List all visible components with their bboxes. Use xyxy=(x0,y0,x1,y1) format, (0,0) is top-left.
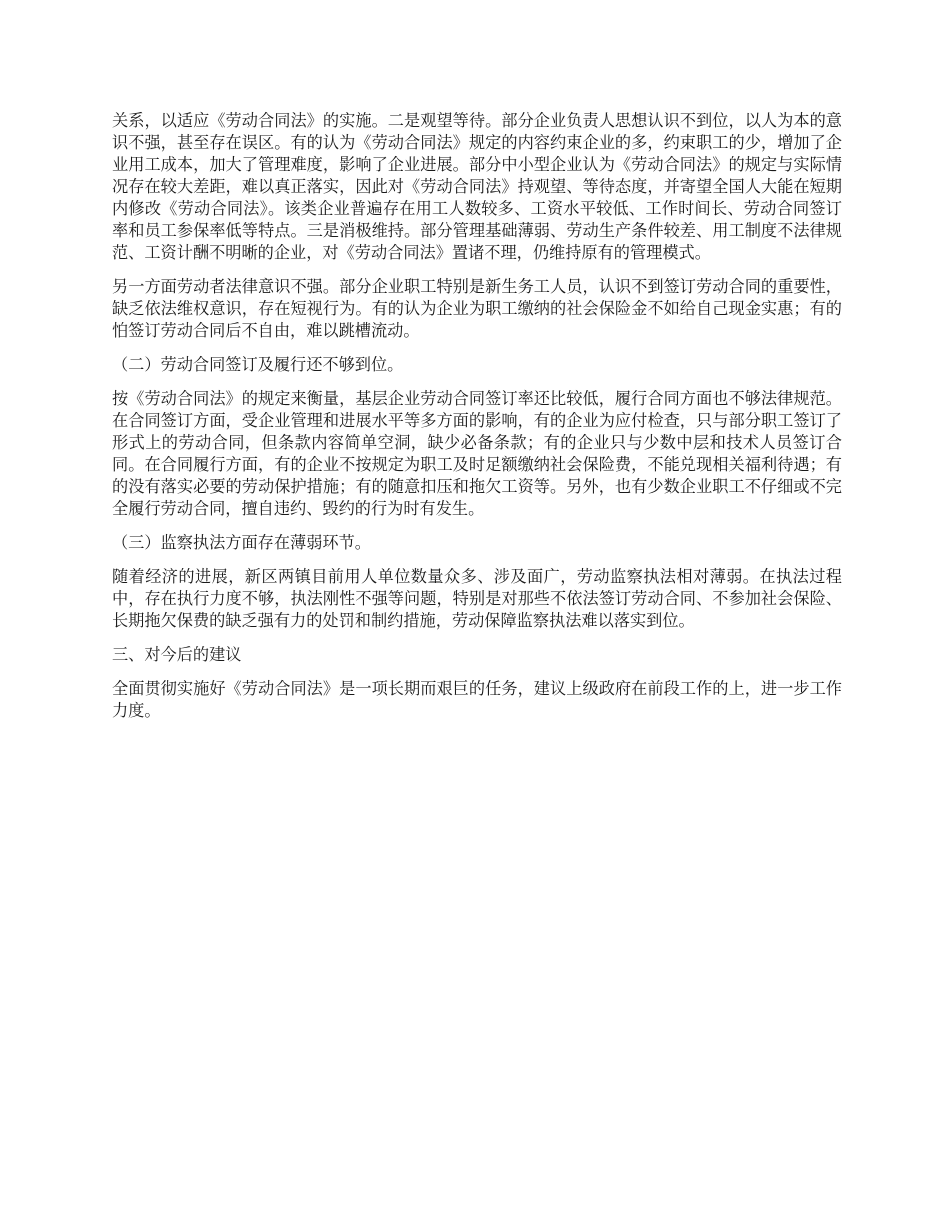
body-paragraph: 按《劳动合同法》的规定来衡量，基层企业劳动合同签订率还比较低，履行合同方面也不够法律规范。在合同签订方面，受企业管理和进展水平等多方面的影响，有的企业为应付检查，只与部分职工签订了形式上的劳动合同，但条款内容简单空洞，缺少必备条款；有的企业只与少数中层和技术人员签订合同。在合同履行方面，有的企业不按规定为职工及时足额缴纳社会保险费，不能兑现相关福利待遇；有的没有落实必要的劳动保护措施；有的随意扣压和拖欠工资等。另外，也有少数企业职工不仔细或不完全履行劳动合同，擅自违约、毁约的行为时有发生。 xyxy=(112,389,842,518)
section-heading: 三、对今后的建议 xyxy=(112,645,242,664)
document-page xyxy=(112,110,842,734)
body-paragraph: 另一方面劳动者法律意识不强。部分企业职工特别是新生务工人员，认识不到签订劳动合同的重要性，缺乏依法维权意识，存在短视行为。有的认为企业为职工缴纳的社会保险金不如给自己现金实惠；有的怕签订劳动合同后不自由，难以跳槽流动。 xyxy=(112,277,842,340)
body-paragraph: 关系，以适应《劳动合同法》的实施。二是观望等待。部分企业负责人思想认识不到位，以人为本的意识不强，甚至存在误区。有的认为《劳动合同法》规定的内容约束企业的多，约束职工的少，增加了企业用工成本，加大了管理难度，影响了企业进展。部分中小型企业认为《劳动合同法》的规定与实际情况存在较大差距，难以真正落实，因此对《劳动合同法》持观望、等待态度，并寄望全国人大能在短期内修改《劳动合同法》。该类企业普遍存在用工人数较多、工资水平较低、工作时间长、劳动合同签订率和员工参保率低等特点。三是消极维持。部分管理基础薄弱、劳动生产条件较差、用工制度不法律规范、工资计酬不明晰的企业，对《劳动合同法》置诸不理，仍维持原有的管理模式。 xyxy=(112,111,842,262)
body-paragraph: 随着经济的进展，新区两镇目前用人单位数量众多、涉及面广，劳动监察执法相对薄弱。在执法过程中，存在执行力度不够，执法刚性不强等问题，特别是对那些不依法签订劳动合同、不参加社会保险、长期拖欠保费的缺乏强有力的处罚和制约措施，劳动保障监察执法难以落实到位。 xyxy=(112,567,842,630)
section-heading: （三）监察执法方面存在薄弱环节。 xyxy=(112,533,371,552)
section-heading: （二）劳动合同签订及履行还不够到位。 xyxy=(112,355,404,374)
body-paragraph: 全面贯彻实施好《劳动合同法》是一项长期而艰巨的任务，建议上级政府在前段工作的上，进一步工作力度。 xyxy=(112,679,842,720)
